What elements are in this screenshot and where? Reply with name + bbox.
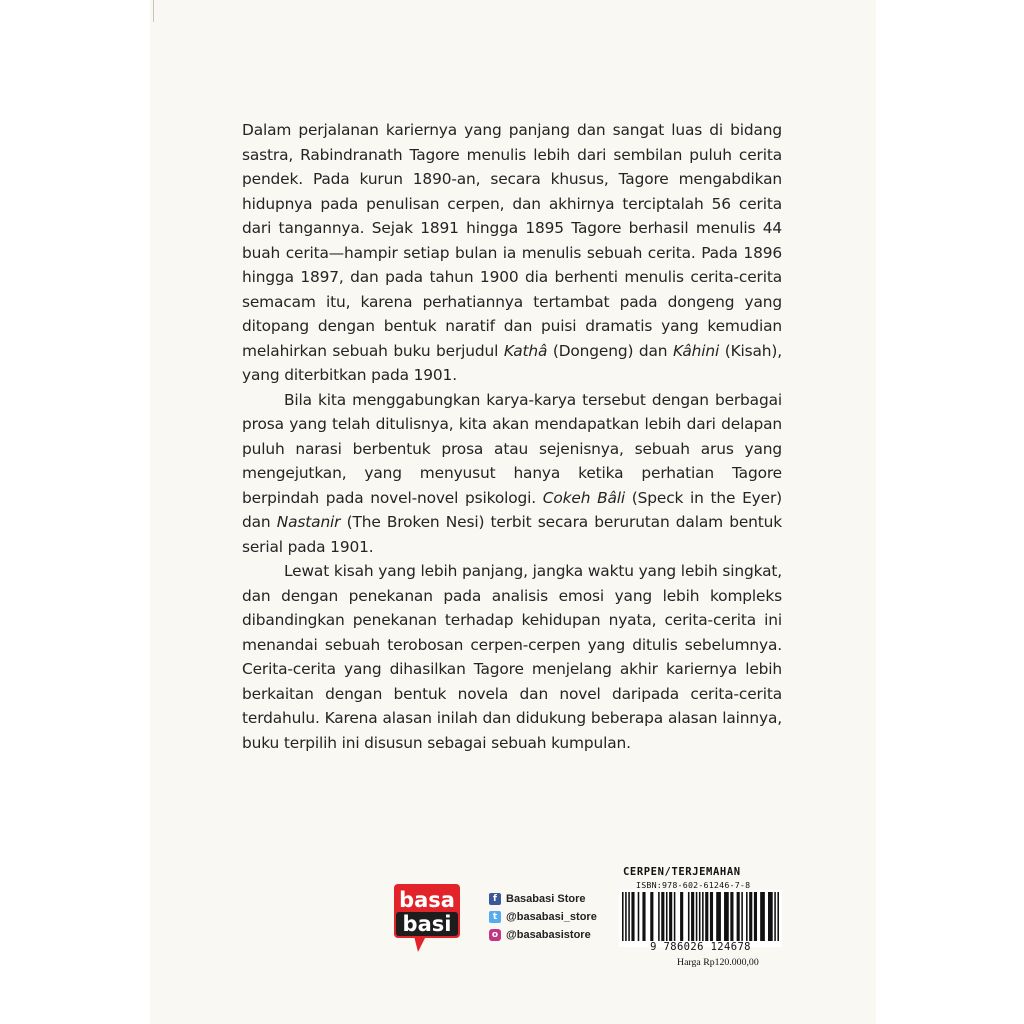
twitter-handle: @basabasi_store bbox=[506, 911, 597, 923]
blurb-paragraph-3: Lewat kisah yang lebih panjang, jangka waktu yang lebih singkat, dan dengan penekanan pada analisis emosi yang lebih kompleks dibandingkan penekanan terhadap kehidupan nyata, cerita-cerita ini menandai sebuah terobosan cerpen-cerpen yang ditulis sebelumnya. Cerita-cerita yang dihasilkan Tagore menjelang akhir kariernya lebih berkaitan dengan bentuk novela dan novel daripada cerita-cerita terdahulu. Karena alasan inilah dan didukung beberapa alasan lainnya, buku terpilih ini disusun sebagai sebuah kumpulan. bbox=[242, 562, 782, 752]
blurb-paragraph-1: Dalam perjalanan kariernya yang panjang dan sangat luas di bidang sastra, Rabindranath Tagore menulis lebih dari sembilan puluh cerita pendek. Pada kurun 1890-an, secara khusus, Tagore mengabdikan hidupnya pada penulisan cerpen, dan akhirnya terciptalah 56 cerita dari tangannya. Sejak 1891 hingga 1895 Tagore berhasil menulis 44 buah cerita—hampir setiap bulan ia menulis sebuah cerita. Pada 1896 hingga 1897, dan pada tahun 1900 dia berhenti menulis cerita-cerita semacam itu, karena perhatiannya tertambat pada dongeng yang ditopang dengan bentuk naratif dan puisi dramatis yang kemudian melahirkan sebuah buku berjudul Kathâ (Dongeng) dan Kâhini (Kisah), yang diterbitkan pada 1901. bbox=[242, 121, 782, 384]
logo-word-basi: basi bbox=[402, 912, 452, 936]
back-cover-blurb bbox=[242, 118, 782, 755]
title-kahini: Kâhini bbox=[672, 341, 720, 360]
barcode-bar bbox=[768, 892, 773, 941]
cover-fold-line bbox=[153, 0, 154, 22]
blurb-paragraph-2: Bila kita menggabungkan karya-karya tersebut dengan berbagai prosa yang telah ditulisnya, kita akan mendapatkan lebih dari delapan puluh narasi berbentuk prosa atau sejenisnya, sebuah arus yang mengejutkan, yang menyusut hanya ketika perhatian Tagore berpindah pada novel-novel psikologi. Cokeh Bâli (Speck in the Eyer) dan Nastanir (The Broken Nesi) terbit secara berurutan dalam bentuk serial pada 1901. bbox=[242, 390, 782, 556]
barcode-bar bbox=[691, 892, 694, 941]
barcode-digits: 9 786026 124678 bbox=[650, 941, 751, 953]
barcode-bar bbox=[730, 892, 733, 941]
barcode-bar bbox=[669, 892, 672, 941]
social-instagram bbox=[489, 926, 597, 944]
barcode-bar bbox=[754, 892, 757, 941]
social-twitter bbox=[489, 908, 597, 926]
title-cokeh-bali: Cokeh Bâli bbox=[542, 488, 626, 507]
barcode-bar bbox=[688, 892, 690, 941]
basabasi-logo bbox=[392, 882, 462, 954]
instagram-handle: @basabasistore bbox=[506, 929, 591, 941]
title-katha: Kathâ bbox=[503, 341, 548, 360]
barcode-bar bbox=[702, 892, 704, 941]
barcode-bar bbox=[737, 892, 740, 941]
barcode-bar bbox=[638, 892, 640, 941]
barcode-bars bbox=[619, 890, 782, 947]
barcode-bar bbox=[642, 892, 645, 941]
facebook-handle: Basabasi Store bbox=[506, 893, 586, 905]
barcode-bar bbox=[705, 892, 708, 941]
social-media-list bbox=[489, 890, 597, 944]
barcode-bar bbox=[774, 892, 776, 941]
isbn-barcode-block bbox=[619, 862, 782, 974]
barcode-bar bbox=[777, 892, 779, 941]
barcode-bar bbox=[749, 892, 752, 941]
barcode-bar bbox=[674, 892, 676, 941]
barcode-bar bbox=[741, 892, 743, 941]
title-nastanir: Nastanir bbox=[276, 513, 341, 531]
barcode-bar bbox=[680, 892, 683, 941]
barcode-bar bbox=[710, 892, 713, 941]
book-price: Harga Rp120.000,00 bbox=[677, 957, 759, 968]
twitter-icon: t bbox=[489, 911, 501, 923]
barcode-bar bbox=[746, 892, 748, 941]
barcode-bar bbox=[650, 892, 653, 941]
isbn-number: ISBN:978-602-61246-7-8 bbox=[636, 880, 751, 890]
barcode-bar bbox=[631, 892, 634, 941]
barcode-bar bbox=[696, 892, 698, 941]
barcode-bar bbox=[628, 892, 630, 941]
barcode-bar bbox=[661, 892, 664, 941]
instagram-icon: o bbox=[489, 929, 501, 941]
barcode-bar bbox=[622, 892, 624, 941]
barcode-bar bbox=[724, 892, 729, 941]
book-category: CERPEN/TERJEMAHAN bbox=[623, 866, 741, 878]
facebook-icon: f bbox=[489, 893, 501, 905]
barcode-bar bbox=[666, 892, 668, 941]
barcode-bar bbox=[716, 892, 721, 941]
barcode-bar bbox=[699, 892, 701, 941]
barcode-bar bbox=[658, 892, 660, 941]
logo-word-basa: basa bbox=[399, 888, 455, 912]
social-facebook bbox=[489, 890, 597, 908]
barcode-bar bbox=[760, 892, 765, 941]
barcode-bar bbox=[625, 892, 627, 941]
